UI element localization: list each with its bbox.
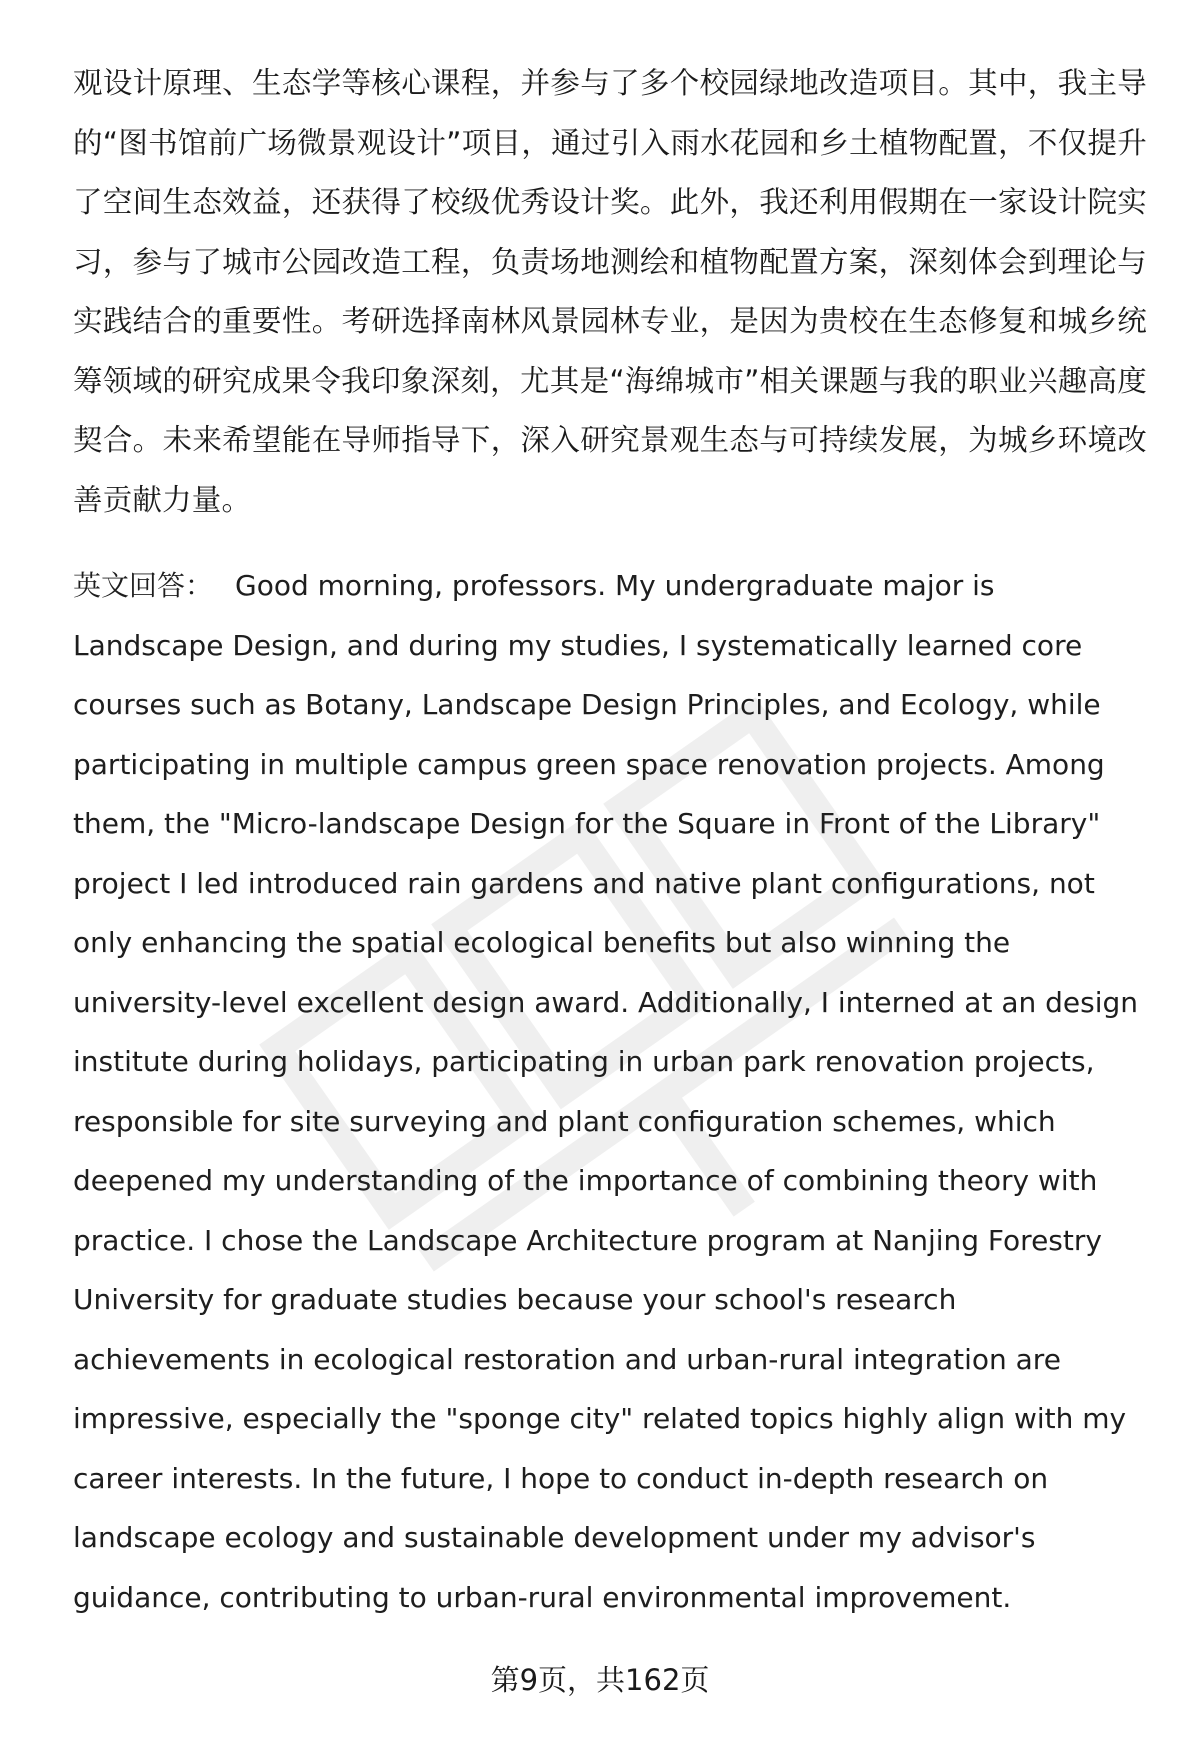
english-answer-paragraph: Good morning, professors. My undergraduate major is Landscape Design, and during my studies, I systematically learned core courses such as Botany, Landscape Design Principles, and Ecology, while participating in multiple campus green space renovation projects. Among them, the "Micro-landscape Design for the Square in Front of the Library" project I led introduced rain gardens and native plant configurations, not only enhancing the spatial ecological benefits but also winning the university-level excellent design award. Additionally, I interned at an design institute during holidays, participating in urban park renovation projects, responsible for site surveying and plant configuration schemes, which deepened my understanding of the importance of combining theory with practice. I chose the Landscape Architecture program at Nanjing Forestry University for graduate studies because your school's research achievements in ecological restoration and urban-rural integration are impressive, especially the "sponge city" related topics highly align with my career interests. In the future, I hope to conduct in-depth research on landscape ecology and sustainable development under my advisor's guidance, contributing to urban-rural environmental improvement. (73, 569, 1139, 1614)
english-answer-label: 英文回答： (73, 569, 214, 602)
page-number-footer: 第9页，共162页 (490, 1663, 710, 1697)
chinese-answer-paragraph: 观设计原理、生态学等核心课程，并参与了多个校园绿地改造项目。其中，我主导的“图书馆前广场微景观设计”项目，通过引入雨水花园和乡土植物配置，不仅提升了空间生态效益，还获得了校级优秀设计奖。此外，我还利用假期在一家设计院实习，参与了城市公园改造工程，负责场地测绘和植物配置方案，深刻体会到理论与实践结合的重要性。考研选择南林风景园林专业，是因为贵校在生态修复和城乡统筹领域的研究成果令我印象深刻，尤其是“海绵城市”相关课题与我的职业兴趣高度契合。未来希望能在导师指导下，深入研究景观生态与可持续发展，为城乡环境改善贡献力量。 (73, 66, 1147, 517)
english-answer-section (73, 556, 1147, 1627)
